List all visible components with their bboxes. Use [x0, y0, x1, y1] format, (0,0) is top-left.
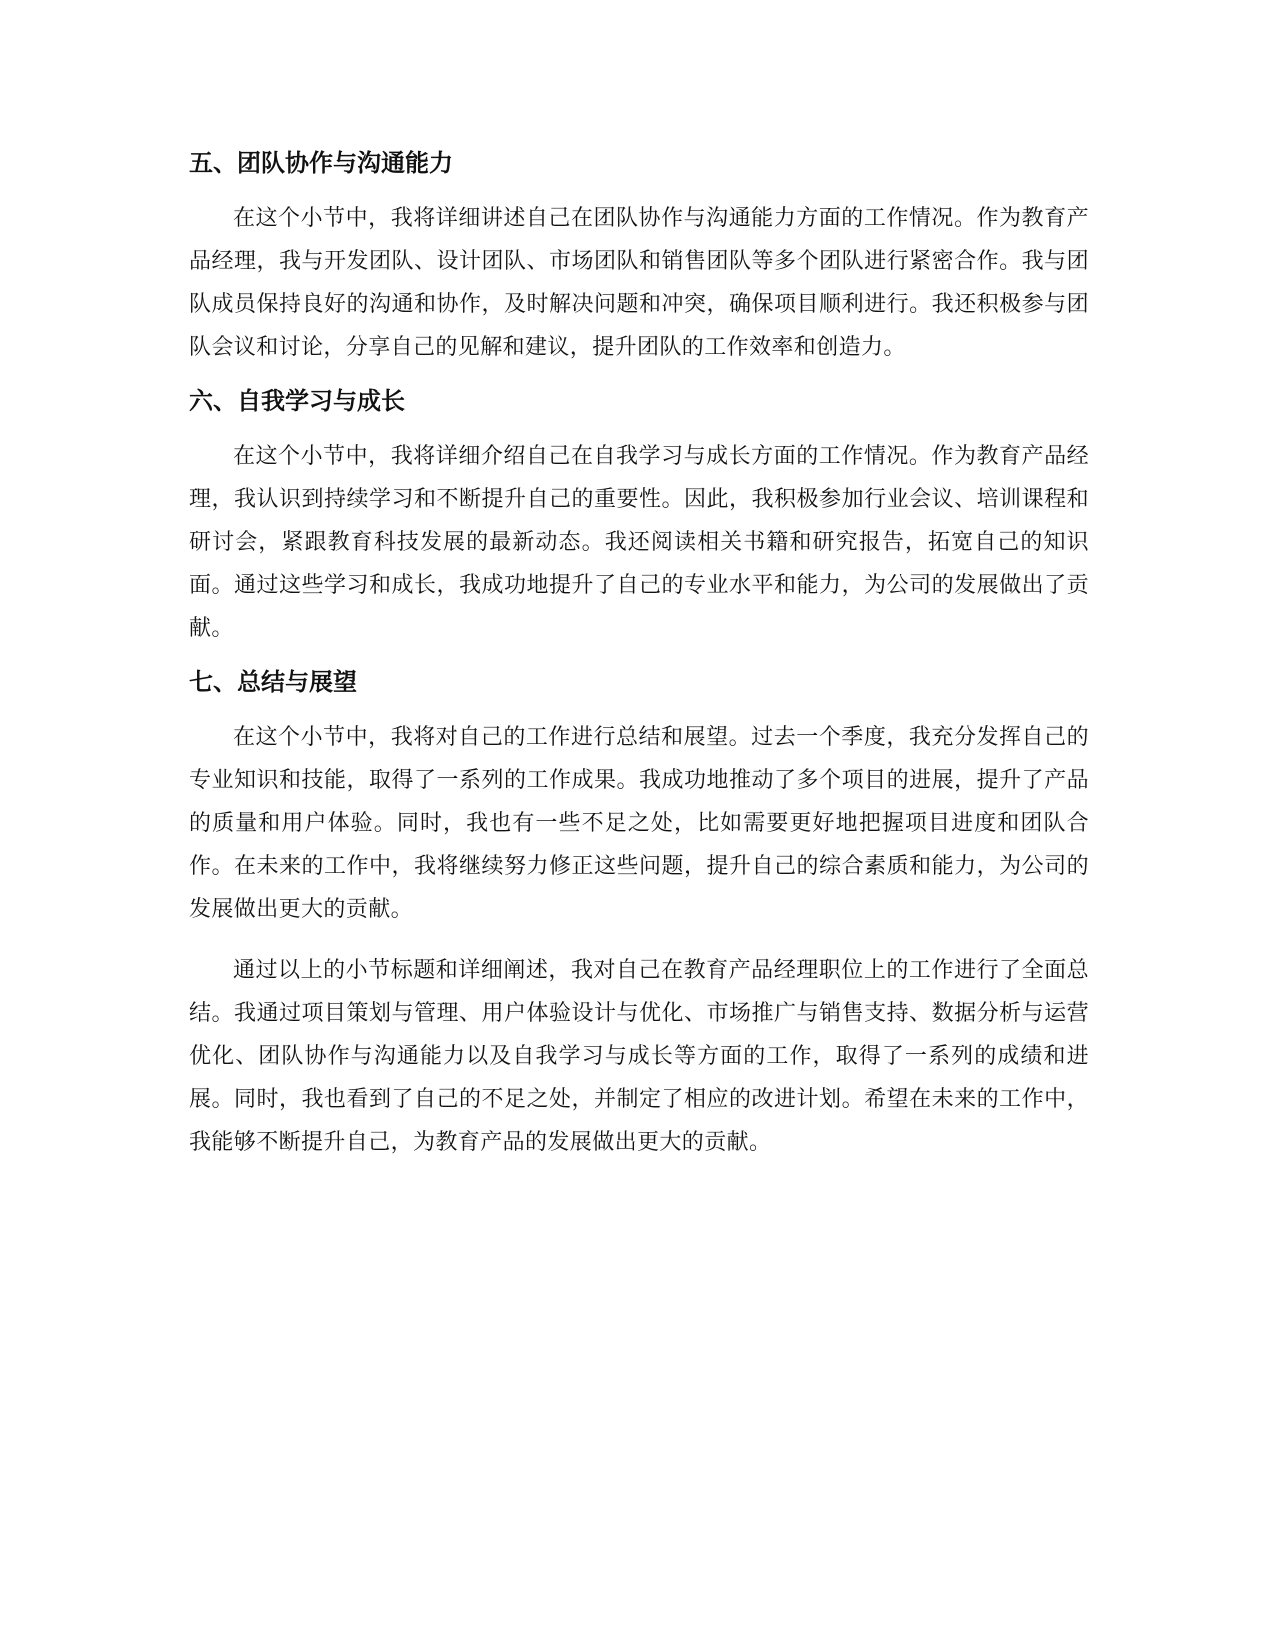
section-paragraph-self-learning: 在这个小节中，我将详细介绍自己在自我学习与成长方面的工作情况。作为教育产品经理，我认识到持续学习和不断提升自己的重要性。因此，我积极参加行业会议、培训课程和研讨会，紧跟教育科技发展的最新动态。我还阅读相关书籍和研究报告，拓宽自己的知识面。通过这些学习和成长，我成功地提升了自己的专业水平和能力，为公司的发展做出了贡献。 [189, 444, 1089, 641]
section-paragraph-teamwork: 在这个小节中，我将详细讲述自己在团队协作与沟通能力方面的工作情况。作为教育产品经理，我与开发团队、设计团队、市场团队和销售团队等多个团队进行紧密合作。我与团队成员保持良好的沟通和协作，及时解决问题和冲突，确保项目顺利进行。我还积极参与团队会议和讨论，分享自己的见解和建议，提升团队的工作效率和创造力。 [189, 206, 1089, 360]
section-heading-self-learning: 六、自我学习与成长 [189, 387, 405, 415]
section-paragraph-summary: 在这个小节中，我将对自己的工作进行总结和展望。过去一个季度，我充分发挥自己的专业知识和技能，取得了一系列的工作成果。我成功地推动了多个项目的进展，提升了产品的质量和用户体验。同时，我也有一些不足之处，比如需要更好地把握项目进度和团队合作。在未来的工作中，我将继续努力修正这些问题，提升自己的综合素质和能力，为公司的发展做出更大的贡献。 [189, 725, 1089, 922]
section-heading-summary: 七、总结与展望 [189, 668, 357, 696]
section-heading-teamwork: 五、团队协作与沟通能力 [189, 149, 453, 177]
closing-paragraph: 通过以上的小节标题和详细阐述，我对自己在教育产品经理职位上的工作进行了全面总结。我通过项目策划与管理、用户体验设计与优化、市场推广与销售支持、数据分析与运营优化、团队协作与沟通能力以及自我学习与成长等方面的工作，取得了一系列的成绩和进展。同时，我也看到了自己的不足之处，并制定了相应的改进计划。希望在未来的工作中，我能够不断提升自己，为教育产品的发展做出更大的贡献。 [189, 958, 1089, 1155]
document-body [189, 145, 1089, 1164]
